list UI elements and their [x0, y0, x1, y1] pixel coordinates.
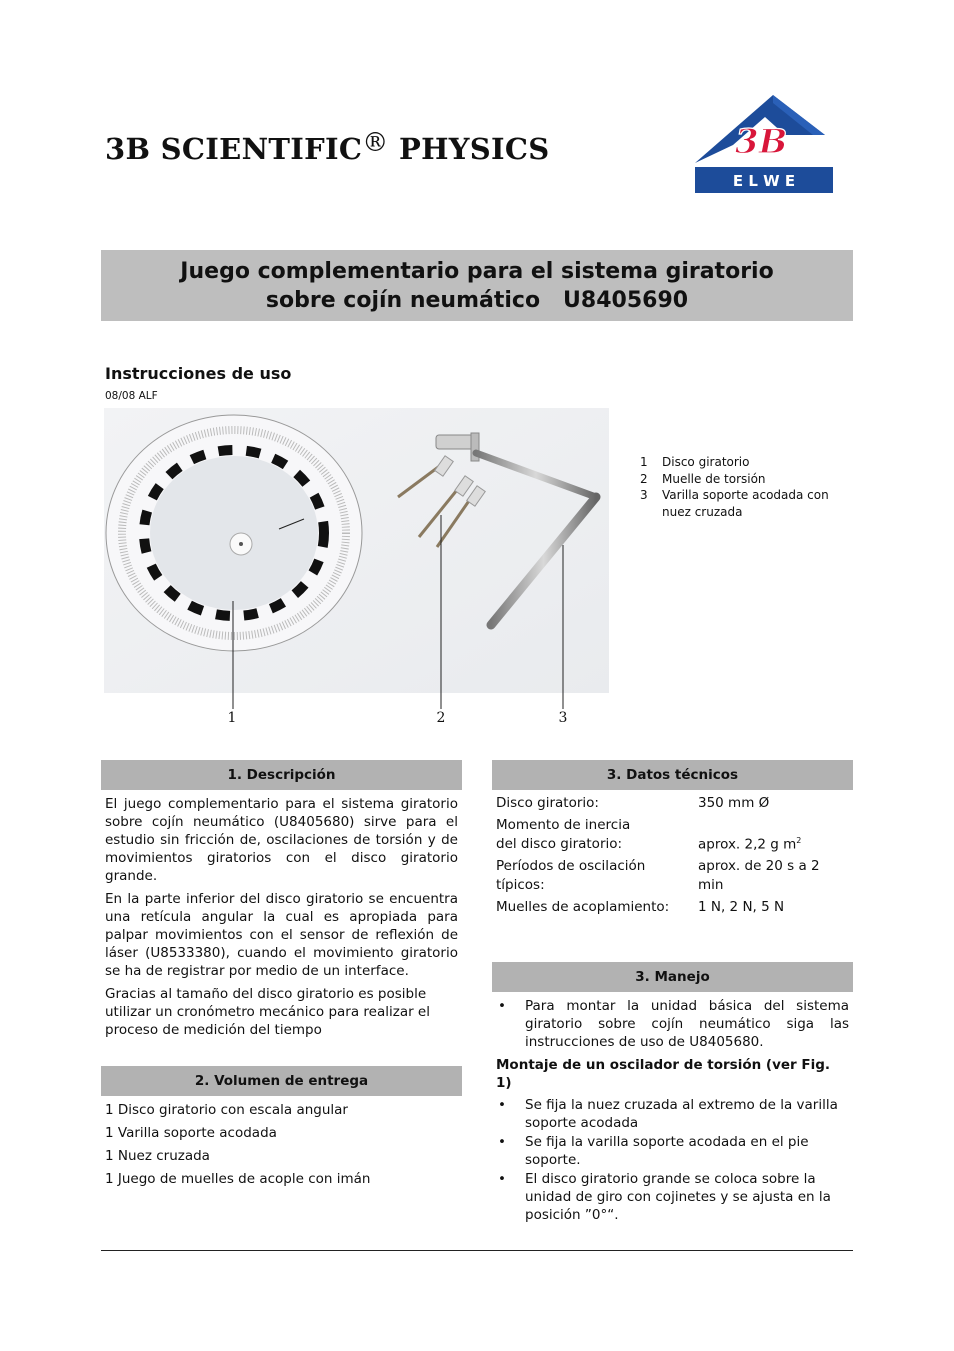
bullet-item: • Se fija la varilla soporte acodada en el pie soporte. [498, 1134, 809, 1168]
section-technical-data [492, 760, 853, 920]
brand-title [105, 128, 550, 166]
section-operation [492, 962, 853, 1225]
rotary-disc [106, 415, 362, 651]
brand-main: 3B SCIENTIFIC [105, 132, 363, 166]
doc-code: 08/08 ALF [105, 390, 158, 402]
list-item: 1 Juego de muelles de acople con imán [105, 1171, 371, 1187]
spec-row: Disco giratorio: 350 mm Ø [496, 795, 770, 811]
logo-text: E L W E [732, 172, 796, 190]
logo-mark: 3B [735, 122, 788, 162]
callout-1: 1 [227, 710, 237, 726]
brand-tail: PHYSICS [388, 132, 550, 166]
list-item: 1 Disco giratorio con escala angular [105, 1102, 348, 1118]
section-heading: 3. Datos técnicos [492, 760, 853, 790]
section-delivery [101, 1066, 462, 1193]
footer-rule [101, 1250, 853, 1251]
subheading: Montaje de un oscilador de torsión (ver Fig. 1) [496, 1057, 831, 1091]
list-item: 1 Varilla soporte acodada [105, 1125, 277, 1141]
callout-2: 2 [436, 710, 446, 726]
paragraph: Gracias al tamaño del disco giratorio es posible utilizar un cronómetro mecánico para realizar el proceso de medición del tiempo [105, 986, 430, 1038]
title-line-2: sobre cojín neumático U8405690 [265, 288, 689, 313]
title-banner [101, 250, 853, 321]
section-heading: 2. Volumen de entrega [101, 1066, 462, 1096]
title-line-1: Juego complementario para el sistema giratorio [180, 259, 774, 284]
spec-row: Momento de inercia del disco giratorio: aprox. 2,2 g $m^2$ [496, 817, 802, 852]
apparatus-figure [101, 405, 621, 735]
paragraph: El juego complementario para el sistema giratorio sobre cojín neumático (U8405680) sirve para el estudio sin fricción de, oscilaciones de torsión y de movimientos giratorios con el disco giratorio grande. [105, 796, 458, 884]
bullet-item: • El disco giratorio grande se coloca sobre la unidad de giro con cojinetes y se ajusta en la posición ”0°“. [498, 1171, 831, 1223]
registered-mark: ® [362, 128, 389, 158]
spec-row: Períodos de oscilación típicos: aprox. de 20 s a 2 min [496, 858, 820, 893]
legend-item: 3 Varilla soporte acodada con nuez cruzada [640, 488, 829, 519]
section-heading: 1. Descripción [101, 760, 462, 790]
list-item: 1 Nuez cruzada [105, 1148, 210, 1164]
3b-elwe-logo [695, 95, 833, 195]
bullet-item: • Para montar la unidad básica del sistema giratorio sobre cojín neumático siga las instrucciones de uso de U8405680. [498, 998, 849, 1050]
legend-item: 1 Disco giratorio [640, 455, 750, 469]
spec-row: Muelles de acoplamiento: 1 N, 2 N, 5 N [496, 899, 785, 915]
legend-item: 2 Muelle de torsión [640, 471, 766, 486]
paragraph: En la parte inferior del disco giratorio se encuentra una retícula angular la cual es apropiada para palpar movimientos con el sensor de reflexión de láser (U8533380), cuando el movimiento giratorio se ha de registrar por medio de un interface. [105, 891, 458, 979]
bullet-item: • Se fija la nuez cruzada al extremo de la varilla soporte acodada [498, 1097, 838, 1131]
section-heading: 3. Manejo [492, 962, 853, 992]
subtitle: Instrucciones de uso [105, 364, 292, 383]
callout-3: 3 [558, 710, 568, 726]
figure-legend [640, 454, 842, 520]
section-description [101, 760, 462, 1044]
